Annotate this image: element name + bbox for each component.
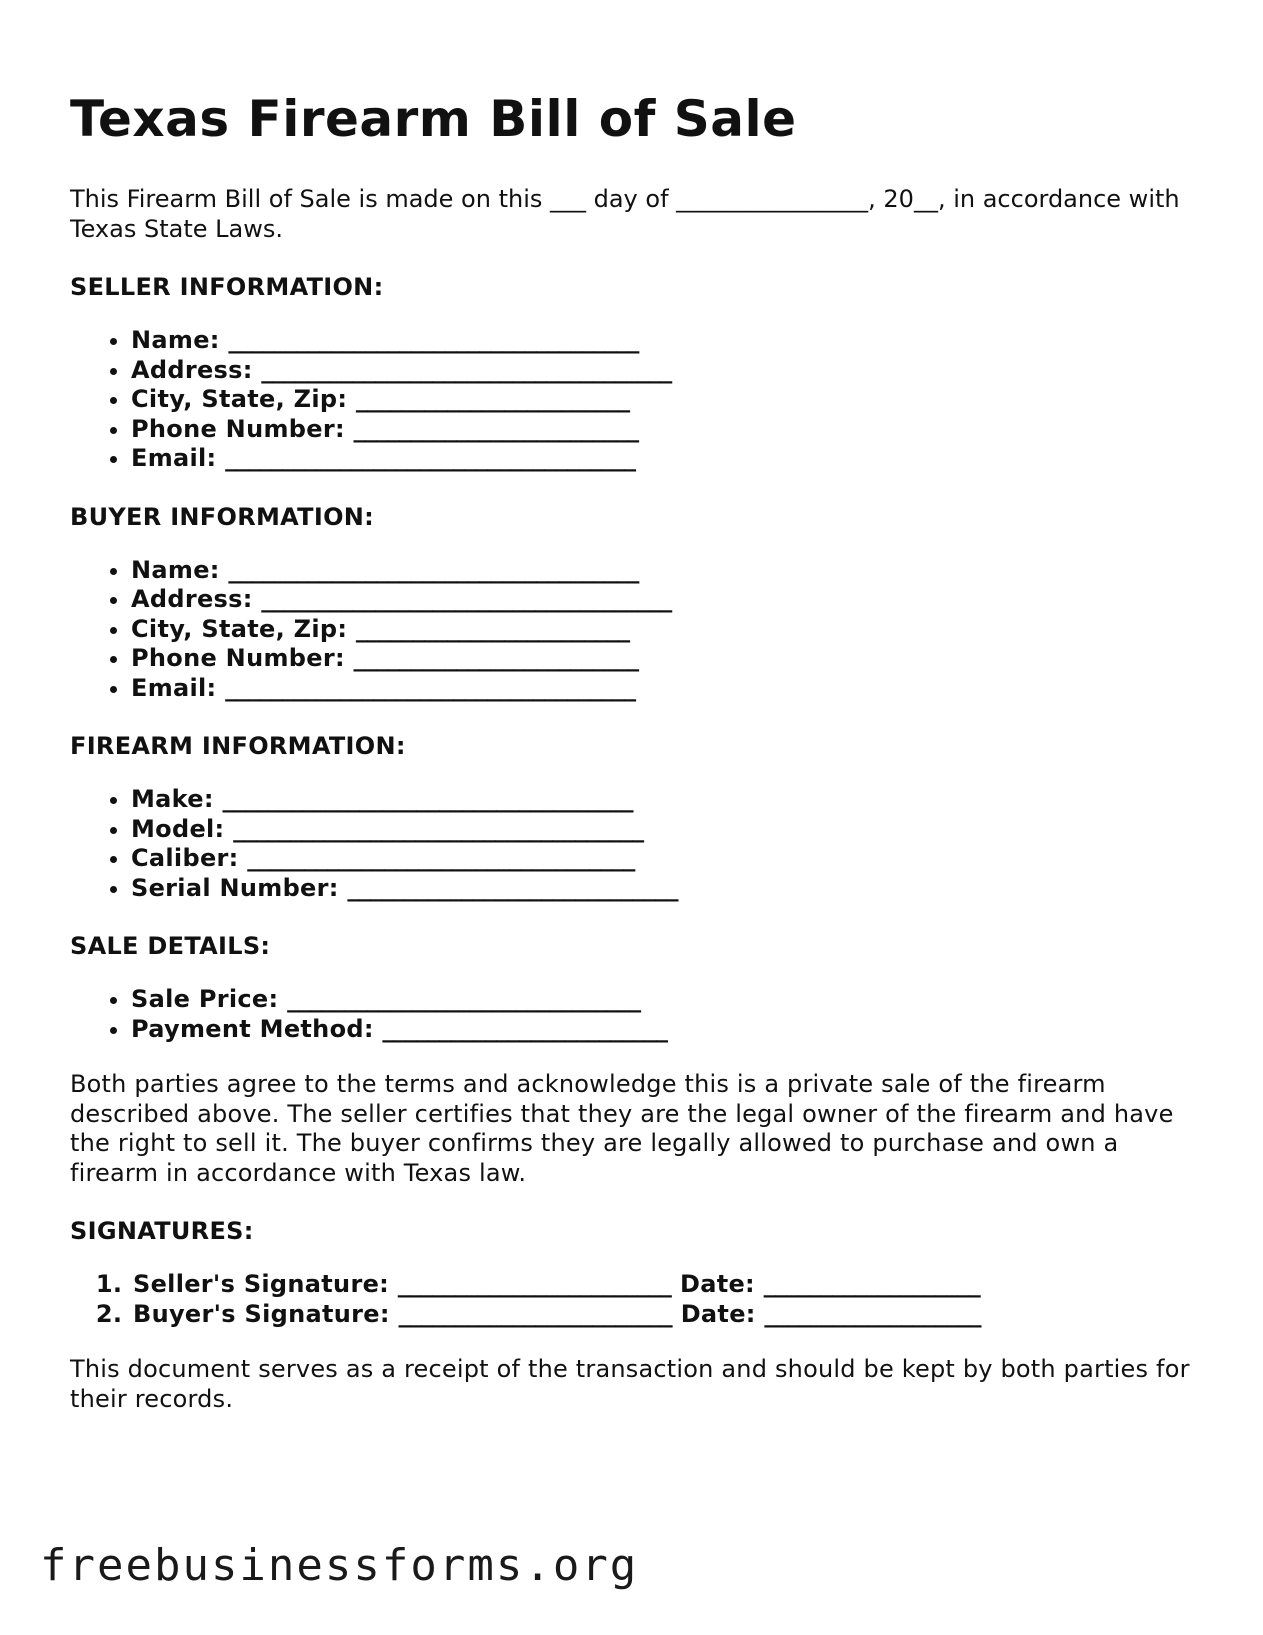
field-blank: _________________________	[353, 644, 639, 672]
field-label: City, State, Zip:	[131, 385, 348, 413]
document-title: Texas Firearm Bill of Sale	[70, 90, 797, 148]
signature-lines	[70, 1270, 1200, 1329]
field-blank: ________________________	[397, 1270, 672, 1298]
buyer-name-field[interactable]	[131, 556, 1200, 586]
document-page	[70, 84, 1200, 1414]
field-label: Phone Number:	[131, 644, 345, 672]
field-blank: ________________________	[355, 385, 630, 413]
firearm-make-field[interactable]	[131, 785, 1200, 815]
field-blank: _________________________	[353, 414, 639, 443]
field-blank: ____________________________________	[228, 555, 639, 584]
date-blank: ___________________	[764, 1299, 981, 1328]
field-blank: ____________________________________	[222, 785, 633, 813]
field-label: Sale Price:	[131, 985, 279, 1013]
field-label: Payment Method:	[131, 1014, 374, 1043]
firearm-caliber-field[interactable]	[131, 844, 1200, 874]
buyer-email-field[interactable]	[131, 674, 1200, 704]
seller-phone-field[interactable]	[131, 415, 1200, 445]
intro-paragraph: This Firearm Bill of Sale is made on this ___ day of ________________, 20__, in accordance with Texas State Laws.	[70, 185, 1180, 243]
firearm-model-field[interactable]	[131, 815, 1200, 845]
buyer-fields	[70, 556, 1200, 704]
seller-fields	[70, 326, 1200, 474]
field-blank: ________________________	[355, 614, 630, 643]
field-blank: ____________________________________	[261, 355, 672, 384]
field-blank: ____________________________________	[233, 814, 644, 843]
buyer-city-state-zip-field[interactable]	[131, 615, 1200, 645]
field-blank: ____________________________________	[261, 585, 672, 613]
watermark-text: freebusinessforms.org	[40, 1540, 639, 1591]
buyer-heading: BUYER INFORMATION:	[70, 502, 375, 531]
firearm-fields	[70, 785, 1200, 903]
firearm-heading: FIREARM INFORMATION:	[70, 732, 406, 760]
field-label: Email:	[131, 673, 217, 702]
field-blank: ____________________________________	[228, 326, 639, 354]
field-blank: ____________________________________	[225, 444, 636, 472]
firearm-serial-number-field[interactable]	[131, 874, 1200, 904]
field-label: City, State, Zip:	[131, 614, 348, 643]
seller-address-field[interactable]	[131, 356, 1200, 386]
field-blank: ________________________	[398, 1299, 673, 1328]
closing-paragraph: This document serves as a receipt of the transaction and should be kept by both parties for their records.	[70, 1355, 1190, 1413]
seller-name-field[interactable]	[131, 326, 1200, 356]
field-label: Seller's Signature:	[133, 1270, 390, 1298]
field-blank: _____________________________	[347, 873, 678, 902]
field-label: Address:	[131, 355, 253, 384]
field-label: Make:	[131, 785, 214, 813]
date-label: Date:	[680, 1299, 756, 1328]
agreement-paragraph: Both parties agree to the terms and acknowledge this is a private sale of the firearm described above. The seller certifies that they are the legal owner of the firearm and have the right to sell it. The buyer confirms they are legally allowed to purchase and own a firearm in accordance with Texas law.	[70, 1070, 1174, 1187]
date-label: Date:	[679, 1270, 755, 1298]
field-blank: ____________________________________	[225, 673, 636, 702]
payment-method-field[interactable]	[131, 1015, 1200, 1045]
field-label: Buyer's Signature:	[133, 1299, 390, 1328]
buyer-phone-field[interactable]	[131, 644, 1200, 674]
sale-fields	[70, 985, 1200, 1044]
date-blank: ___________________	[763, 1270, 981, 1298]
seller-signature-line[interactable]	[131, 1270, 1200, 1300]
field-label: Caliber:	[131, 844, 239, 872]
field-label: Address:	[131, 585, 253, 613]
buyer-signature-line[interactable]	[131, 1300, 1200, 1330]
field-label: Name:	[131, 326, 220, 354]
sale-details-heading: SALE DETAILS:	[70, 932, 271, 960]
field-label: Serial Number:	[131, 873, 339, 902]
field-label: Name:	[131, 555, 220, 584]
field-label: Phone Number:	[131, 414, 345, 443]
seller-heading: SELLER INFORMATION:	[70, 273, 384, 301]
seller-city-state-zip-field[interactable]	[131, 385, 1200, 415]
seller-email-field[interactable]	[131, 444, 1200, 474]
field-blank: _________________________	[382, 1014, 668, 1043]
field-label: Model:	[131, 814, 225, 843]
sale-price-field[interactable]	[131, 985, 1200, 1015]
field-blank: __________________________________	[247, 844, 635, 872]
buyer-address-field[interactable]	[131, 585, 1200, 615]
signatures-heading: SIGNATURES:	[70, 1217, 254, 1245]
field-label: Email:	[131, 444, 217, 472]
field-blank: _______________________________	[287, 985, 641, 1013]
